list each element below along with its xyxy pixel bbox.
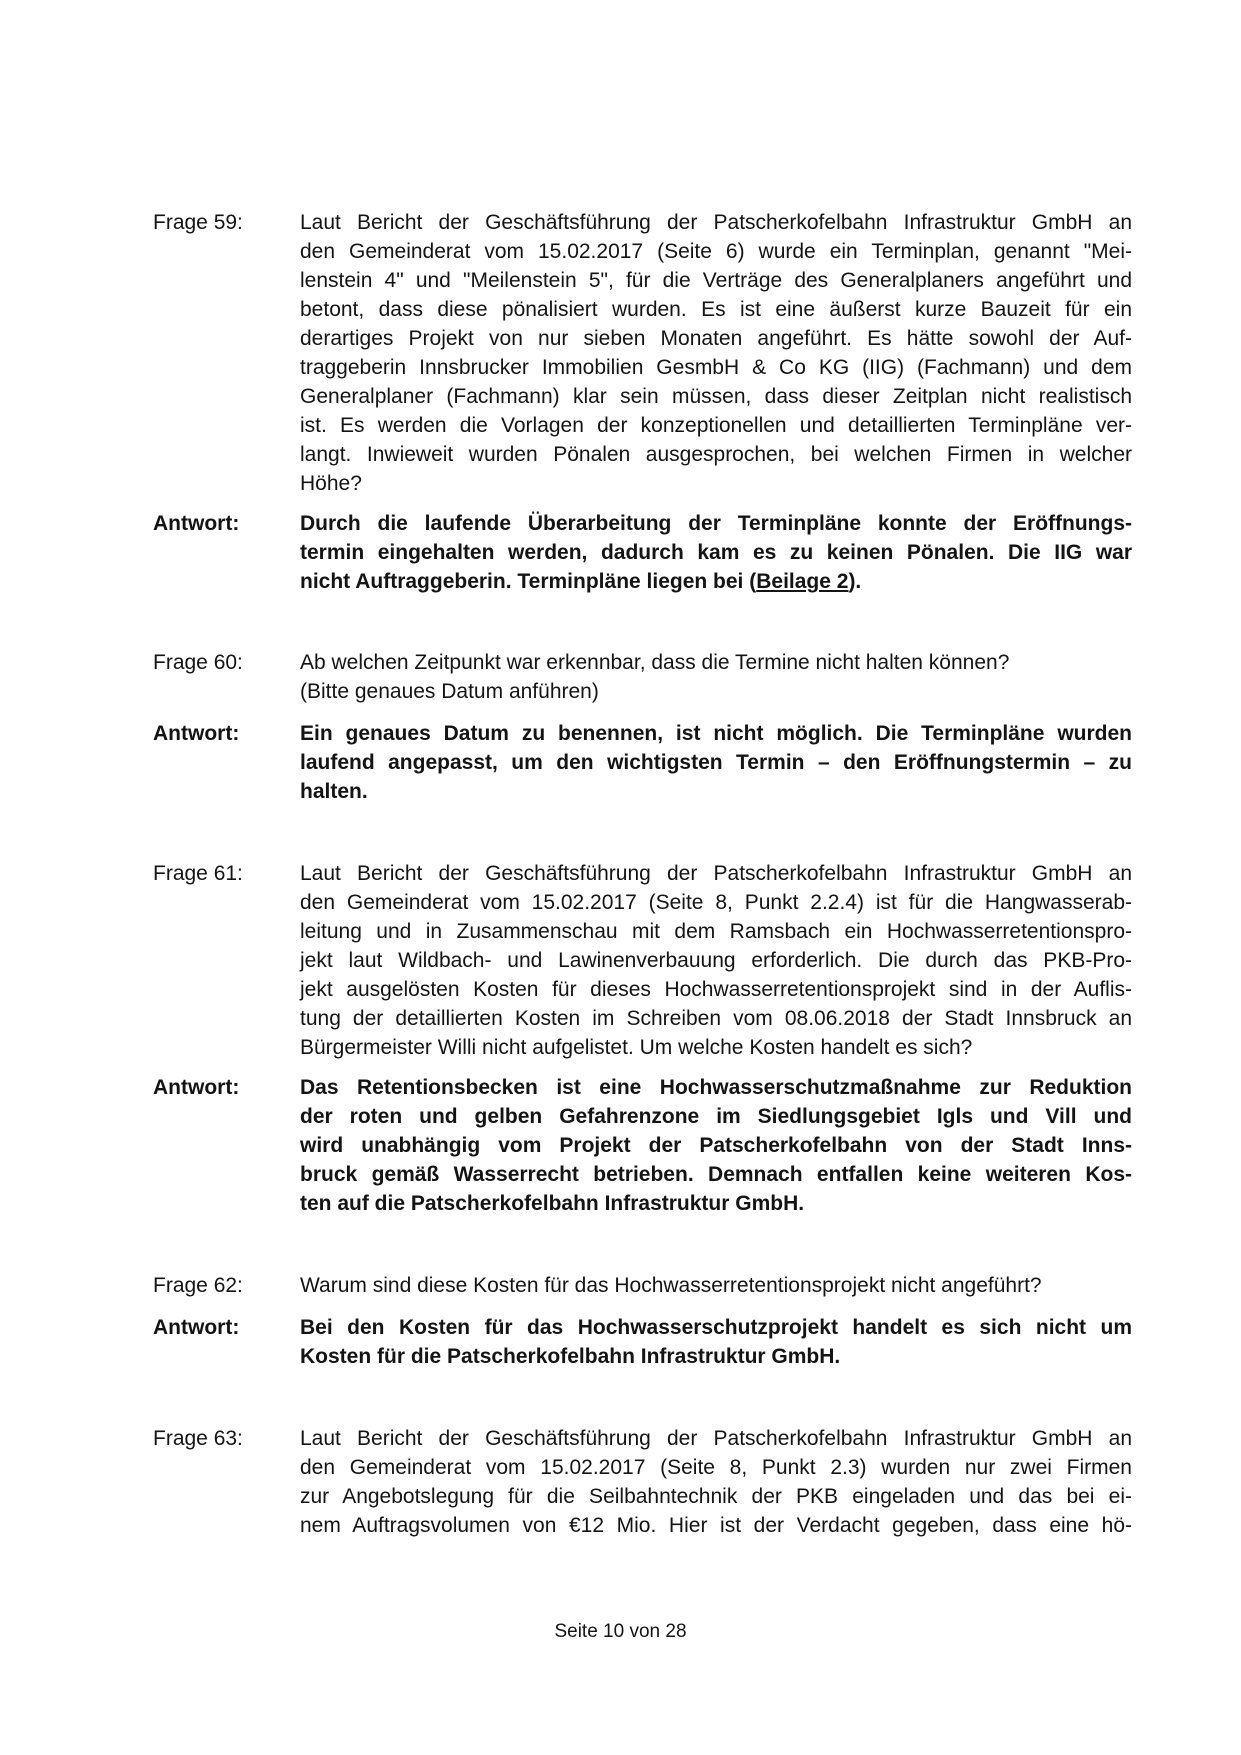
text-line: Bürgermeister Willi nicht aufgelistet. Um welche Kosten handelt es sich? bbox=[300, 1036, 973, 1059]
text-line: betont, dass diese pönalisiert wurden. Es ist eine äußerst kurze Bauzeit für ein bbox=[300, 298, 1132, 321]
question-label: Frage 62: bbox=[153, 1274, 243, 1297]
text-line bbox=[300, 567, 1132, 596]
text-line: traggeberin Innsbrucker Immobilien GesmbH & Co KG (IIG) (Fachmann) und dem bbox=[300, 356, 1132, 379]
text-line: zur Angebotslegung für die Seilbahntechnik der PKB eingeladen und das bei ei- bbox=[300, 1485, 1132, 1508]
text-line: jekt laut Wildbach- und Lawinenverbauung erforderlich. Die durch das PKB-Pro- bbox=[300, 949, 1132, 972]
text-line: Kosten für die Patscherkofelbahn Infrastruktur GmbH. bbox=[300, 1345, 841, 1368]
text-line: Ab welchen Zeitpunkt war erkennbar, dass die Termine nicht halten können? bbox=[300, 651, 1010, 674]
text-line: tung der detaillierten Kosten im Schreiben vom 08.06.2018 der Stadt Innsbruck an bbox=[300, 1007, 1132, 1030]
answer-label: Antwort: bbox=[153, 1076, 240, 1099]
text-line: Generalplaner (Fachmann) klar sein müssen, dass dieser Zeitplan nicht realistisch bbox=[300, 385, 1132, 408]
text-line: Laut Bericht der Geschäftsführung der Patscherkofelbahn Infrastruktur GmbH an bbox=[300, 211, 1132, 234]
text-line: wird unabhängig vom Projekt der Patscherkofelbahn von der Stadt Inns- bbox=[300, 1134, 1132, 1157]
text-line: Warum sind diese Kosten für das Hochwasserretentionsprojekt nicht angeführt? bbox=[300, 1274, 1042, 1297]
question-text bbox=[300, 1424, 1132, 1540]
question-text bbox=[300, 1271, 1132, 1300]
page-number-footer: Seite 10 von 28 bbox=[554, 1621, 687, 1642]
question-label: Frage 59: bbox=[153, 211, 243, 234]
text-line: den Gemeinderat vom 15.02.2017 (Seite 8, Punkt 2.2.4) ist für die Hangwasserab- bbox=[300, 891, 1132, 914]
text-line: lenstein 4" und "Meilenstein 5", für die Verträge des Generalplaners angeführt und bbox=[300, 269, 1132, 292]
question-label: Frage 63: bbox=[153, 1427, 243, 1450]
text-line: Laut Bericht der Geschäftsführung der Patscherkofelbahn Infrastruktur GmbH an bbox=[300, 1427, 1132, 1450]
text-line: Bei den Kosten für das Hochwasserschutzprojekt handelt es sich nicht um bbox=[300, 1316, 1132, 1339]
text-line: der roten und gelben Gefahrenzone im Siedlungsgebiet Igls und Vill und bbox=[300, 1105, 1132, 1128]
answer-label: Antwort: bbox=[153, 722, 240, 745]
answer-label: Antwort: bbox=[153, 512, 240, 535]
text-line: ten auf die Patscherkofelbahn Infrastruktur GmbH. bbox=[300, 1192, 805, 1215]
text-line: termin eingehalten werden, dadurch kam es zu keinen Pönalen. Die IIG war bbox=[300, 541, 1132, 564]
text-segment: ). bbox=[848, 570, 862, 593]
question-label: Frage 60: bbox=[153, 651, 243, 674]
text-line: halten. bbox=[300, 780, 368, 803]
question-text bbox=[300, 648, 1132, 706]
answer-label: Antwort: bbox=[153, 1316, 240, 1339]
answer-text bbox=[300, 1313, 1132, 1371]
text-line: Das Retentionsbecken ist eine Hochwasserschutzmaßnahme zur Reduktion bbox=[300, 1076, 1132, 1099]
question-label: Frage 61: bbox=[153, 862, 243, 885]
text-line: jekt ausgelösten Kosten für dieses Hochwasserretentionsprojekt sind in der Auflis- bbox=[300, 978, 1132, 1001]
answer-text bbox=[300, 1073, 1132, 1218]
text-line: nem Auftragsvolumen von €12 Mio. Hier ist der Verdacht gegeben, dass eine hö- bbox=[300, 1514, 1132, 1537]
text-line: den Gemeinderat vom 15.02.2017 (Seite 8, Punkt 2.3) wurden nur zwei Firmen bbox=[300, 1456, 1132, 1479]
text-line: Durch die laufende Überarbeitung der Terminpläne konnte der Eröffnungs- bbox=[300, 512, 1132, 535]
text-line: Laut Bericht der Geschäftsführung der Patscherkofelbahn Infrastruktur GmbH an bbox=[300, 862, 1132, 885]
text-line: derartiges Projekt von nur sieben Monaten angeführt. Es hätte sowohl der Auf- bbox=[300, 327, 1132, 350]
question-text bbox=[300, 208, 1132, 498]
text-line: Höhe? bbox=[300, 472, 362, 495]
text-segment: nicht Auftraggeberin. Terminpläne liegen bei ( bbox=[300, 570, 757, 593]
question-text bbox=[300, 859, 1132, 1062]
text-line: langt. Inwieweit wurden Pönalen ausgesprochen, bei welchen Firmen in welcher bbox=[300, 443, 1132, 466]
text-line: bruck gemäß Wasserrecht betrieben. Demnach entfallen keine weiteren Kos- bbox=[300, 1163, 1132, 1186]
text-line: leitung und in Zusammenschau mit dem Ramsbach ein Hochwasserretentionspro- bbox=[300, 920, 1132, 943]
beilage-link[interactable]: Beilage 2 bbox=[756, 570, 849, 593]
text-line: ist. Es werden die Vorlagen der konzeptionellen und detaillierten Terminpläne ver- bbox=[300, 414, 1132, 437]
answer-text bbox=[300, 719, 1132, 806]
text-line: (Bitte genaues Datum anführen) bbox=[300, 680, 599, 703]
text-line: laufend angepasst, um den wichtigsten Termin – den Eröffnungstermin – zu bbox=[300, 751, 1132, 774]
text-line: Ein genaues Datum zu benennen, ist nicht möglich. Die Terminpläne wurden bbox=[300, 722, 1132, 745]
answer-text bbox=[300, 509, 1132, 596]
text-line: den Gemeinderat vom 15.02.2017 (Seite 6) wurde ein Terminplan, genannt "Mei- bbox=[300, 240, 1132, 263]
